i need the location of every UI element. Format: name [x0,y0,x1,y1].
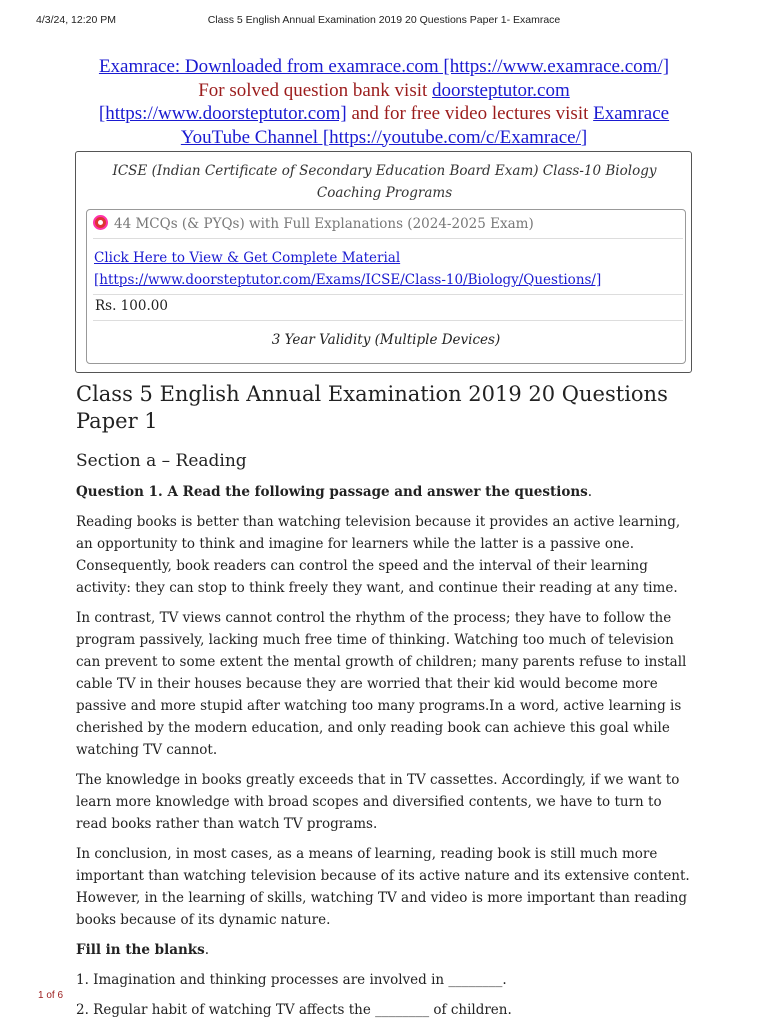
print-datetime: 4/3/24, 12:20 PM [36,14,116,26]
promo-box [75,151,692,373]
mcq-label [93,215,534,233]
print-header [0,14,768,30]
validity: 3 Year Validity (Multiple Devices) [271,332,501,348]
banner-text-2: and for free video lectures visit [346,103,594,124]
divider [93,294,683,295]
promo-card [86,209,686,364]
material-link-text[interactable]: Click Here to View & Get Complete Material [94,250,401,266]
print-page-title: Class 5 English Annual Examination 2019 20 Questions Paper 1- Examrace [207,14,561,26]
section-heading: Section a – Reading [76,451,247,471]
examrace-link[interactable]: Examrace: Downloaded from examrace.com [https://www.examrace.com/] [98,56,670,77]
divider [93,238,683,239]
paragraph: In conclusion, in most cases, as a means of learning, reading book is still much more important than watching television because of its active nature and its extensive content. However, in the learning of skills, watching TV and video is more important than reading books because of its dynamic nature. [76,846,690,928]
page-counter: 1 of 6 [38,990,64,1001]
doorsteptutor-link[interactable]: doorsteptutor.com [432,79,570,101]
material-link[interactable] [94,247,601,291]
paragraph: In contrast, TV views cannot control the rhythm of the process; they have to follow the program passively, lacking much free time of thinking. Watching too much of television can prevent to some extent the mental growth of children; many parents refuse to install cable TV in their houses because they are worried that their kid would become more passive and more stupid after watching too many programs.In a word, active learning is cherished by the modern education, and only reading book can achieve this goal while watching TV cannot. [76,610,687,758]
promo-heading: ICSE (Indian Certificate of Secondary Education Board Exam) Class-10 Biology Coaching Programs [112,163,657,201]
divider [93,320,683,321]
article-body [76,481,696,1029]
question-heading: Question 1. A Read the following passage and answer the questions. [76,484,593,500]
doorsteptutor-url-link[interactable]: [https://www.doorsteptutor.com] [98,103,347,124]
target-icon [93,215,108,230]
material-link-url[interactable]: [https://www.doorsteptutor.com/Exams/ICSE/Class-10/Biology/Questions/] [94,272,602,288]
price: Rs. 100.00 [95,298,168,314]
fill-heading: Fill in the blanks. [76,942,210,958]
fill-question: 2. Regular habit of watching TV affects the ________ of children. [76,1002,512,1018]
paragraph: The knowledge in books greatly exceeds that in TV cassettes. Accordingly, if we want to learn more knowledge with broad scopes and diversified contents, we have to turn to read books rather than watch TV programs. [76,772,680,832]
source-banner [80,55,688,149]
banner-text: For solved question bank visit [198,79,433,101]
mcq-text: 44 MCQs (& PYQs) with Full Explanations (2024-2025 Exam) [114,216,534,232]
examrace-video-link[interactable]: Examrace [593,103,670,124]
article-title: Class 5 English Annual Examination 2019 20 Questions Paper 1 [76,382,668,433]
paragraph: Reading books is better than watching television because it provides an active learning, an opportunity to think and imagine for learners while the latter is a passive one. Consequently, book readers can control the speed and the interval of their learning activity: they can stop to think freely they want, and continue their reading at any time. [76,514,681,596]
fill-question: 1. Imagination and thinking processes are involved in ________. [76,972,507,988]
youtube-channel-link[interactable]: YouTube Channel [https://youtube.com/c/Examrace/] [180,126,588,148]
